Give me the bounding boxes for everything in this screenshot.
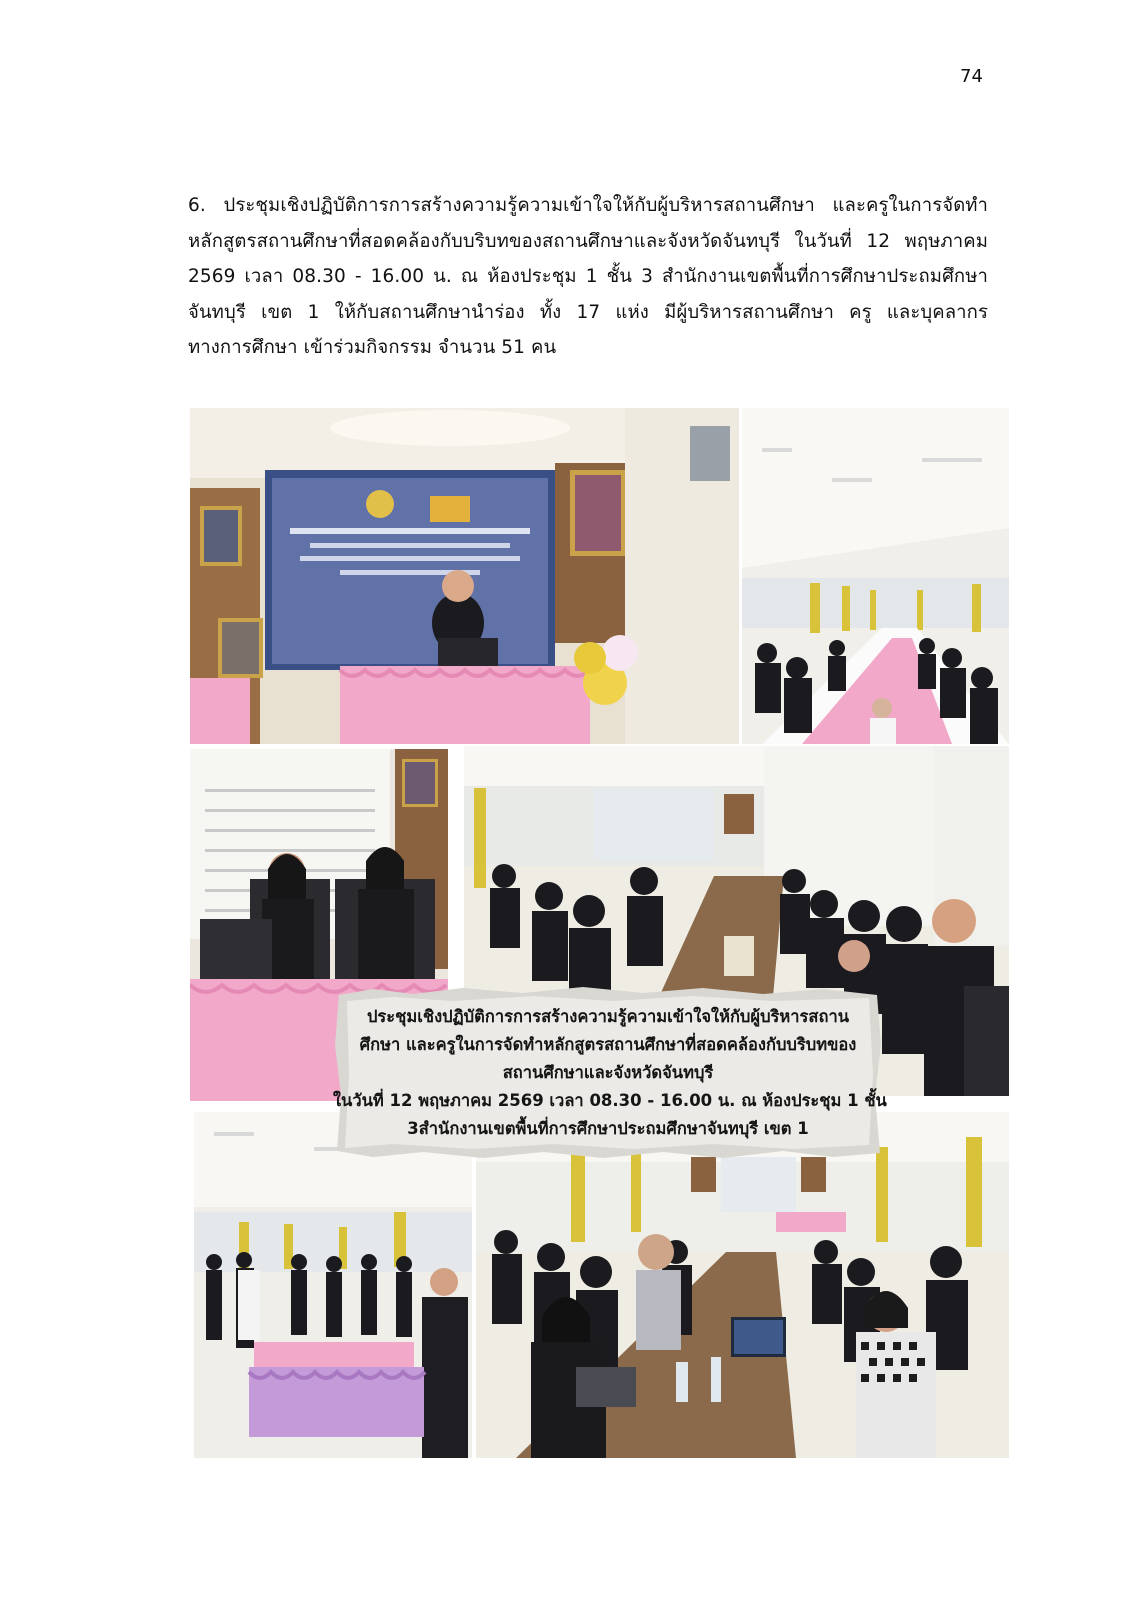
paragraph-line: 2569 เวลา 08.30 - 16.00 น. ณ ห้องประชุม 1 ชั้น 3 สำนักงานเขตพื้นที่การศึกษาประถมศึกษา [188,266,988,287]
caption-line: ประชุมเชิงปฏิบัติการการสร้างความรู้ความเข้าใจให้กับผู้บริหารสถาน [366,1007,850,1026]
caption-line: 3สำนักงานเขตพื้นที่การศึกษาประถมศึกษาจันทบุรี เขต 1 [407,1119,809,1138]
photo-standing-group [194,1112,472,1458]
caption-line: สถานศึกษาและจังหวัดจันทบุรี [502,1063,714,1082]
photo-speaker-presentation [190,408,739,744]
caption-line: ศึกษา และครูในการจัดทำหลักสูตรสถานศึกษาที่สอดคล้องกับบริบทของ [359,1035,857,1054]
page-number: 74 [960,66,983,87]
photo-hall-tables [742,408,1009,744]
activity-paragraph [188,188,988,366]
paragraph-line: หลักสูตรสถานศึกษาที่สอดคล้องกับบริบทของสถานศึกษาและจังหวัดจันทบุรี ในวันที่ 12 พฤษภาคม [188,230,988,252]
paragraph-line: 6. ประชุมเชิงปฏิบัติการการสร้างความรู้ความเข้าใจให้กับผู้บริหารสถานศึกษา และครูในการจัดทำ [188,195,988,216]
photo-participants-laptops [476,1112,1009,1458]
paragraph-line: จันทบุรี เขต 1 ให้กับสถานศึกษานำร่อง ทั้ง 17 แห่ง มีผู้บริหารสถานศึกษา ครู และบุคลากร [188,301,988,323]
paragraph-line: ทางการศึกษา เข้าร่วมกิจกรรม จำนวน 51 คน [188,337,557,358]
collage-caption [333,1003,887,1143]
collage-caption-band [333,985,887,1160]
caption-line: ในวันที่ 12 พฤษภาคม 2569 เวลา 08.30 - 16.00 น. ณ ห้องประชุม 1 ชั้น [333,1091,887,1110]
